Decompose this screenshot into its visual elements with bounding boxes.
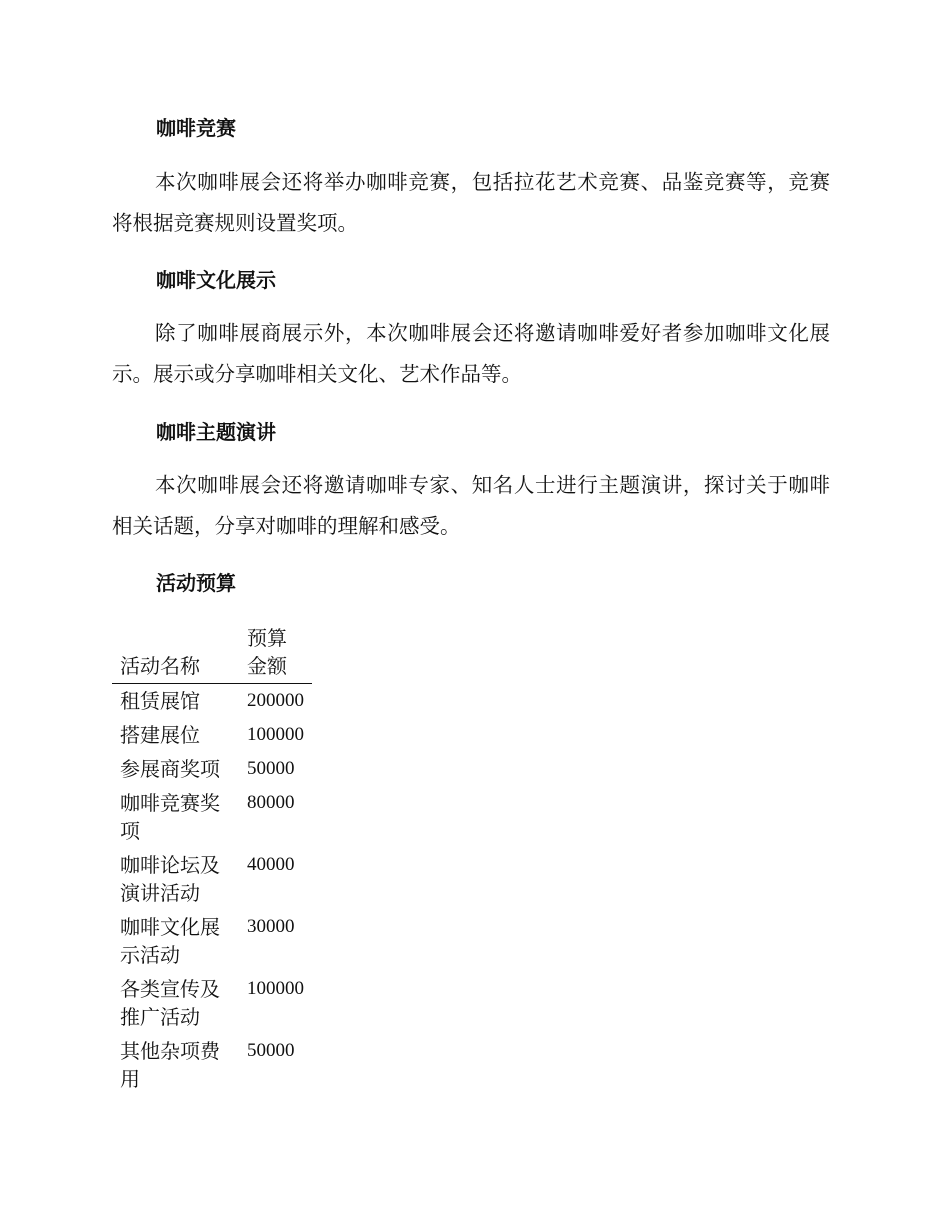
budget-amount-cell: 100000 [247,724,304,745]
activity-name-cell: 其他杂项费用 [120,1039,220,1091]
section-body-competition: 本次咖啡展会还将举办咖啡竞赛，包括拉花艺术竞赛、品鉴竞赛等，竞赛将根据竞赛规则设置奖项。 [112,170,830,235]
section-body-culture: 除了咖啡展商展示外，本次咖啡展会还将邀请咖啡爱好者参加咖啡文化展示。展示或分享咖啡相关文化、艺术作品等。 [112,321,830,386]
activity-name-cell: 各类宣传及推广活动 [120,977,220,1029]
section-heading-competition: 咖啡竞赛 [156,116,236,140]
section-heading-budget: 活动预算 [156,571,236,595]
activity-name-cell: 咖啡论坛及演讲活动 [120,853,220,905]
budget-table [112,622,312,1096]
budget-amount-cell: 50000 [247,758,295,779]
budget-amount-cell: 80000 [247,792,295,813]
table-row [112,972,312,1034]
activity-name-cell: 咖啡文化展示活动 [120,915,220,967]
table-row [112,684,312,719]
table-row [112,910,312,972]
activity-name-cell: 参展商奖项 [120,757,220,781]
budget-amount-cell: 200000 [247,690,304,711]
budget-amount-cell: 30000 [247,916,295,937]
budget-amount-cell: 100000 [247,978,304,999]
budget-table-header-row [112,622,312,684]
activity-name-cell: 咖啡竞赛奖项 [120,791,220,843]
table-row [112,1034,312,1096]
budget-amount-cell: 50000 [247,1040,295,1061]
section-heading-culture: 咖啡文化展示 [156,268,276,292]
budget-amount-cell: 40000 [247,854,295,875]
section-body-speech: 本次咖啡展会还将邀请咖啡专家、知名人士进行主题演讲，探讨关于咖啡相关话题，分享对咖啡的理解和感受。 [112,473,830,538]
column-header-budget-amount: 预算金额 [239,622,312,684]
activity-name-cell: 搭建展位 [120,723,200,747]
table-row [112,786,312,848]
table-row [112,718,312,752]
table-row [112,752,312,786]
column-header-activity-name: 活动名称 [112,622,239,684]
section-heading-speech: 咖啡主题演讲 [156,420,276,444]
activity-name-cell: 租赁展馆 [120,689,200,713]
table-row [112,848,312,910]
